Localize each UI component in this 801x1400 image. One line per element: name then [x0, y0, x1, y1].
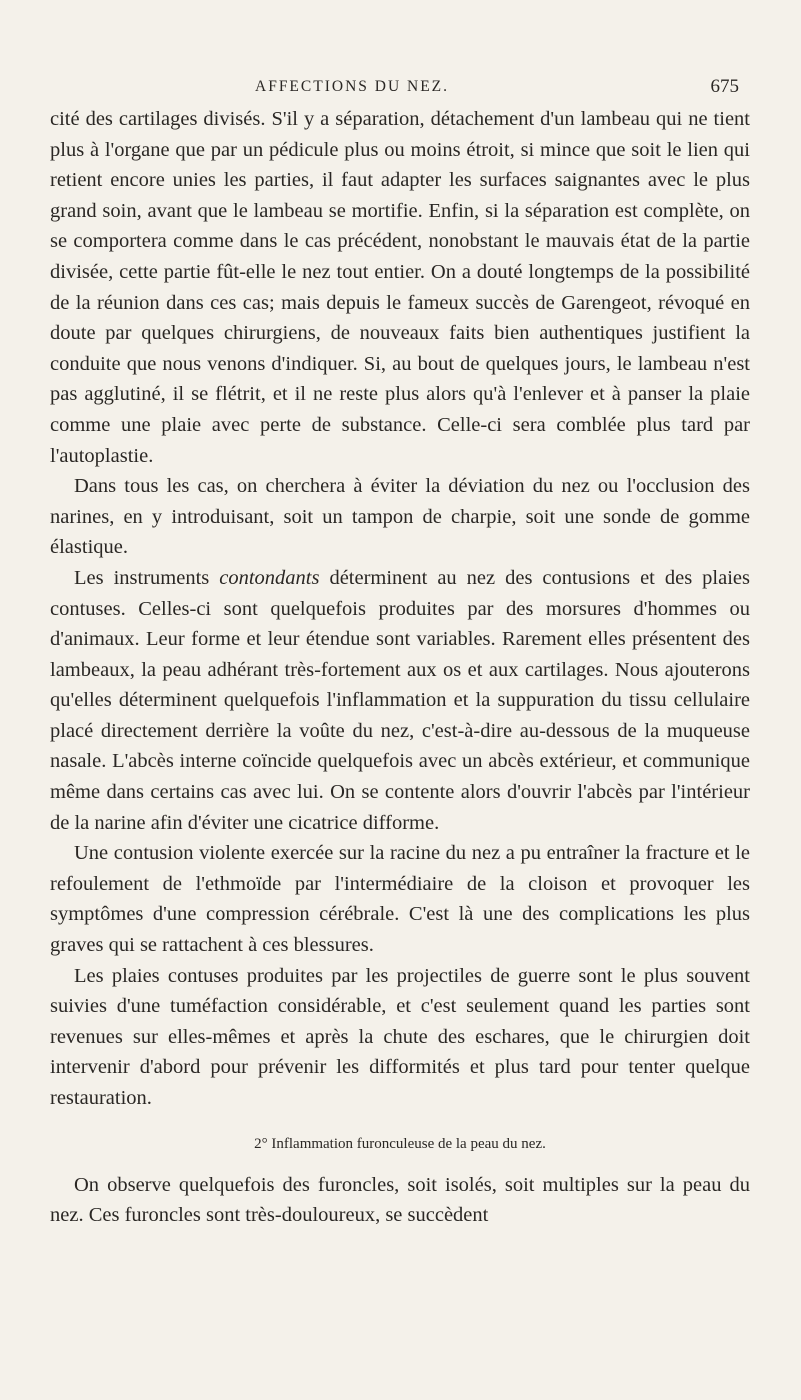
running-title: AFFECTIONS DU NEZ. — [255, 78, 450, 95]
paragraph-ethmoide: Une contusion violente exercée sur la racine du nez a pu entraîner la fracture et le refoulement de l'ethmoïde par l'intermédiaire de la cloison et provoquer les symptômes d'une compression cérébrale. C'est là une des complications les plus graves qui se rattachent à ces blessures. — [50, 842, 750, 957]
page-number: 675 — [710, 76, 739, 97]
running-head — [0, 78, 801, 102]
section-heading: 2° Inflammation furonculeuse de la peau du nez. — [254, 1135, 546, 1152]
body-text — [50, 104, 750, 1231]
term-contondants: contondants — [219, 566, 320, 589]
paragraph-projectiles: Les plaies contuses produites par les projectiles de guerre sont le plus souvent suivies d'une tuméfaction considérable, et c'est seulement quand les parties sont revenues sur elles-mêmes et après la chute des eschares, que le chirurgien doit intervenir d'abord pour prévenir les difformités et plus tard pour tenter quelque restauration. — [50, 964, 750, 1109]
paragraph-contusions-rest: déterminent au nez des contusions et des plaies contuses. Celles-ci sont quelquefois produites par des morsures d'hommes ou d'animaux. Leur forme et leur étendue sont variables. Rarement elles présentent des lambeaux, la peau adhérant très-fortement aux os et aux cartilages. Nous ajouterons qu'elles déterminent quelquefois l'inflammation et la suppuration du tissu cellulaire placé directement derrière la voûte du nez, c'est-à-dire au-dessous de la muqueuse nasale. L'abcès interne coïncide quelquefois avec un abcès extérieur, et communique même dans certains cas avec lui. On se contente alors d'ouvrir l'abcès par l'intérieur de la narine afin d'éviter une cicatrice difforme. — [50, 566, 750, 834]
paragraph-furoncles: On observe quelquefois des furoncles, soit isolés, soit multiples sur la peau du nez. Ces furoncles sont très-douloureux, se succèdent — [50, 1173, 750, 1227]
paragraph-contusions-lead: Les instruments — [74, 566, 220, 589]
paragraph-contusions — [50, 563, 750, 838]
paragraph-reunion: cité des cartilages divisés. S'il y a séparation, détachement d'un lambeau qui ne tient plus à l'organe que par un pédicule plus ou moins étroit, si mince que soit le lien qui retient encore unies les parties, il faut adapter les surfaces saignantes avec le plus grand soin, avant que le lambeau se mortifie. Enfin, si la séparation est complète, on se comportera comme dans le cas précédent, nonobstant le mauvais état de la partie divisée, cette partie fût-elle le nez tout entier. On a douté longtemps de la possibilité de la réunion dans ces cas; mais depuis le fameux succès de Garengeot, révoqué en doute par quelques chirurgiens, de nouveaux faits bien authentiques justifient la conduite que nous venons d'indiquer. Si, au bout de quelques jours, le lambeau n'est pas agglutiné, il se flétrit, et il ne reste plus alors qu'à l'enlever et à panser la plaie comme une plaie avec perte de substance. Celle-ci sera comblée plus tard par l'autoplastie. — [50, 108, 750, 467]
paragraph-deviation: Dans tous les cas, on cherchera à éviter la déviation du nez ou l'occlusion des narines, en y introduisant, soit un tampon de charpie, soit une sonde de gomme élastique. — [50, 475, 750, 559]
